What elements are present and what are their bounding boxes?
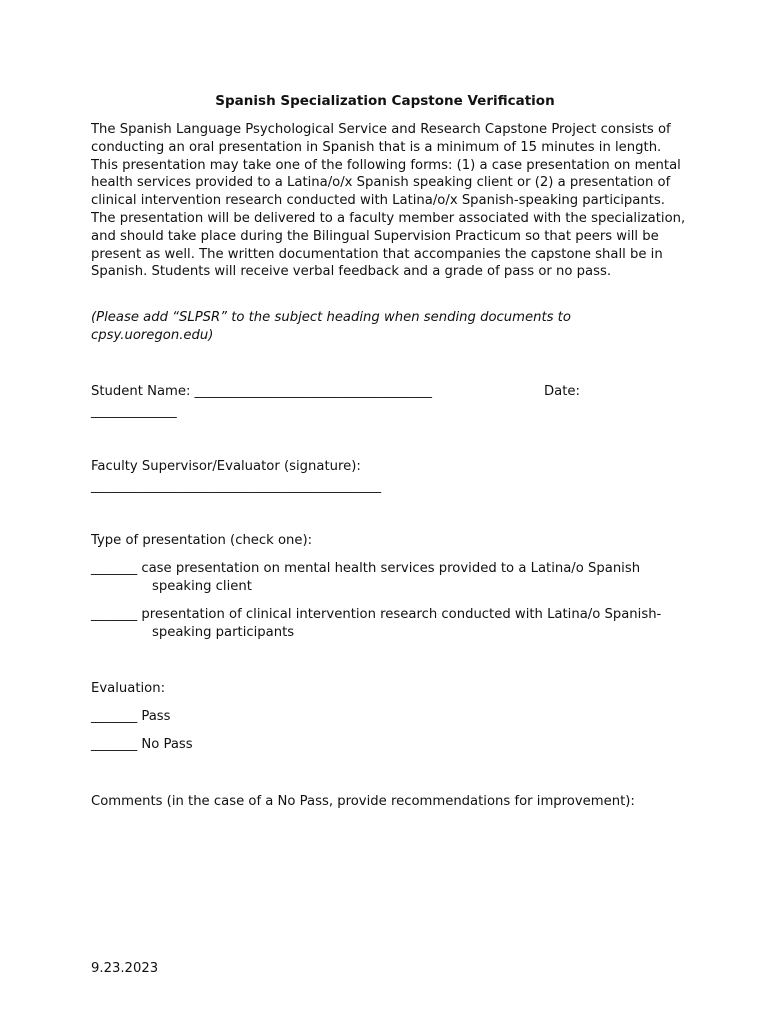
presentation-option-research[interactable]: _______ presentation of clinical intervention research conducted with Latina/o Spanish-speaking participants: [91, 607, 662, 640]
intro-paragraph: The Spanish Language Psychological Service and Research Capstone Project consists of conducting an oral presentation in Spanish that is a minimum of 15 minutes in length. This presentation may take one of the following forms: (1) a case presentation on mental health services provided to a Latina/o/x Spanish speaking client or (2) a presentation of clinical intervention research conducted with Latina/o/x Spanish-speaking participants. The presentation will be delivered to a faculty member associated with the specialization, and should take place during the Bilingual Supervision Practicum so that peers will be present as well. The written documentation that accompanies the capstone shall be in Spanish. Students will receive verbal feedback and a grade of pass or no pass.: [91, 122, 686, 280]
student-name-field[interactable]: Student Name: ____________________________________: [91, 384, 433, 399]
supervisor-signature-field[interactable]: ____________________________________________: [91, 479, 382, 494]
presentation-type-label: Type of presentation (check one):: [91, 533, 313, 548]
document-title: Spanish Specialization Capstone Verification: [215, 93, 555, 109]
supervisor-label: Faculty Supervisor/Evaluator (signature):: [91, 459, 361, 474]
date-label: Date:: [544, 384, 580, 399]
footer-date: 9.23.2023: [91, 961, 159, 976]
comments-label: Comments (in the case of a No Pass, provide recommendations for improvement):: [91, 794, 635, 809]
presentation-option-case[interactable]: _______ case presentation on mental health services provided to a Latina/o Spanish speaking client: [91, 561, 641, 594]
submission-note: (Please add “SLPSR” to the subject heading when sending documents to cpsy.uoregon.edu): [91, 310, 571, 343]
evaluation-label: Evaluation:: [91, 681, 166, 696]
date-field[interactable]: _____________: [91, 404, 177, 419]
evaluation-option-no-pass[interactable]: _______ No Pass: [91, 737, 193, 752]
evaluation-option-pass[interactable]: _______ Pass: [91, 709, 171, 724]
